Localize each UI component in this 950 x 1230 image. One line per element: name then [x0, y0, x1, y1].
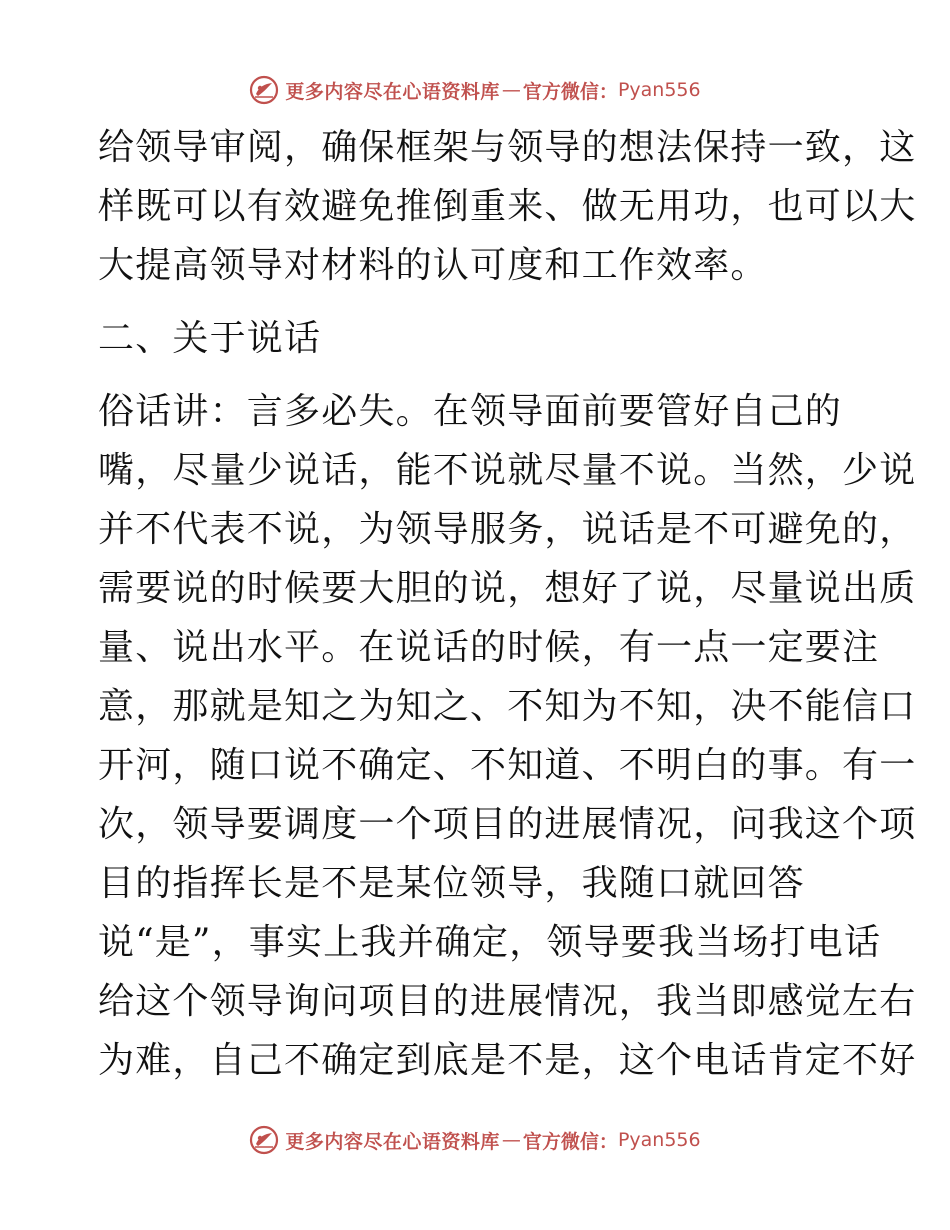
text-line: 给这个领导询问项目的进展情况，我当即感觉左右: [98, 981, 917, 1022]
document-body: [98, 118, 917, 1090]
text-line: 量、说出水平。在说话的时候，有一点一定要注: [98, 627, 880, 668]
text-line: 意，那就是知之为知之、不知为不知，决不能信口: [98, 686, 917, 727]
text-line: 开河，随口说不确定、不知道、不明白的事。有一: [98, 745, 917, 786]
footer-watermark: [0, 1120, 950, 1160]
text-line: 说“是”，事实上我并确定，领导要我当场打电话: [98, 922, 882, 963]
text-line: 给领导审阅，确保框架与领导的想法保持一致，这: [98, 127, 917, 168]
text-line: 次，领导要调度一个项目的进展情况，问我这个项: [98, 804, 917, 845]
text-line: 需要说的时候要大胆的说，想好了说，尽量说出质: [98, 568, 917, 609]
text-line: 嘴，尽量少说话，能不说就尽量不说。当然，少说: [98, 450, 917, 491]
watermark-wechat-label: 官方微信：: [522, 1130, 618, 1153]
watermark-wechat-id: Pyan556: [617, 1129, 701, 1151]
section-heading: 二、关于说话: [98, 318, 322, 359]
text-line: 并不代表不说，为领导服务，说话是不可避免的，: [98, 509, 917, 550]
book-logo-icon: [249, 75, 279, 105]
header-watermark: [0, 70, 950, 110]
watermark-dash: —: [501, 79, 521, 101]
watermark-dash: —: [501, 1129, 521, 1151]
watermark-wechat-id: Pyan556: [617, 79, 701, 101]
watermark-site-text: 更多内容尽在心语资料库: [285, 80, 500, 103]
text-line: 目的指挥长是不是某位领导，我随口就回答: [98, 863, 805, 904]
watermark-site-text: 更多内容尽在心语资料库: [285, 1130, 500, 1153]
book-logo-icon: [249, 1125, 279, 1155]
text-line: 为难，自己不确定到底是不是，这个电话肯定不好: [98, 1040, 917, 1081]
text-line: 大提高领导对材料的认可度和工作效率。: [98, 245, 768, 286]
text-line: 样既可以有效避免推倒重来、做无用功，也可以大: [98, 186, 917, 227]
watermark-wechat-label: 官方微信：: [522, 80, 618, 103]
text-line: 俗话讲：言多必失。在领导面前要管好自己的: [98, 391, 843, 432]
